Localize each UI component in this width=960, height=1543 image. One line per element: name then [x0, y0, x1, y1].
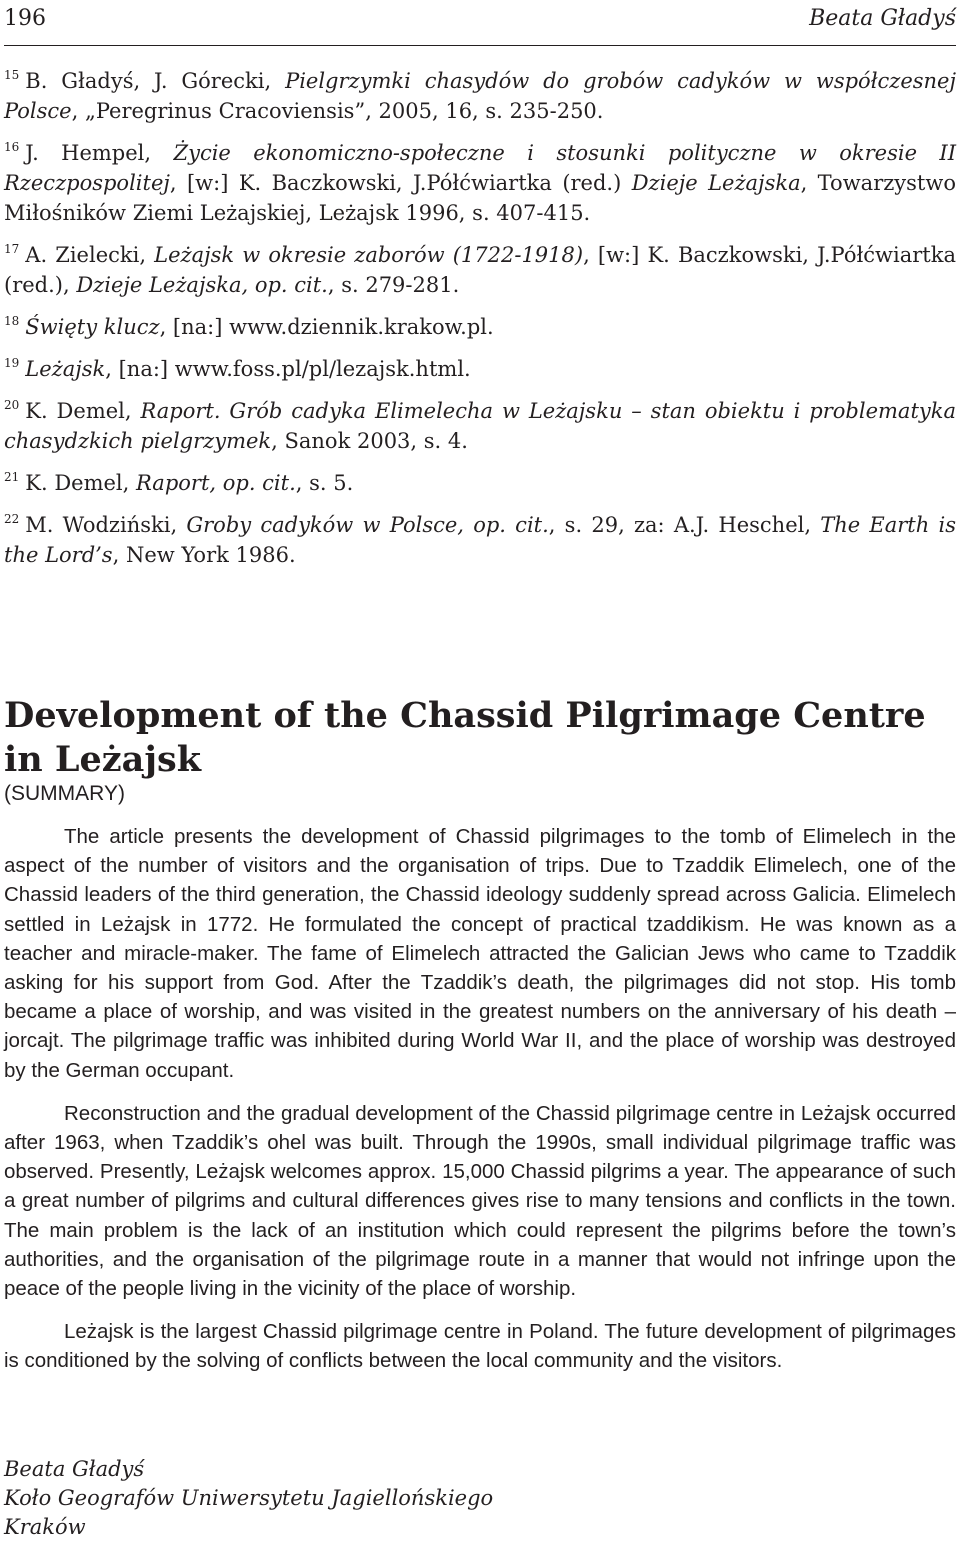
footnote-text: K. Demel, — [25, 399, 141, 423]
footnote-21 — [4, 468, 956, 498]
summary-paragraph: The article presents the development of Chassid pilgrimages to the tomb of Elimelech in the aspect of the number of visitors and the organisation of trips. Due to Tzaddik Elimelech, one of the Chassid leaders of the third generation, the Chassid ideology suddenly spread across Galicia. Elimelech settled in Leżajsk in 1772. He formulated the concept of practical tzaddikism. He was known as a teacher and miracle-maker. The fame of Elimelech attracted the Galician Jews who came to Tzaddik asking for his support from God. After the Tzaddik’s death, the pilgrimages did not stop. His tomb became a place of worship, and was visited in the greatest numbers on the anniversary of his death – jorcajt. The pilgrimage traffic was inhibited during World War II, and the place of worship was destroyed by the German occupant. — [4, 825, 956, 1082]
summary-paragraph: Leżajsk is the largest Chassid pilgrimage centre in Poland. The future development of pilgrimages is conditioned by the solving of conflicts between the local community and the visitors. — [4, 1320, 956, 1373]
summary-paragraph: Reconstruction and the gradual development of the Chassid pilgrimage centre in Leżajsk occurred after 1963, when Tzaddik’s ohel was built. Through the 1990s, small individual pilgrimage traffic was observed. Presently, Leżajsk welcomes approx. 15,000 Chassid pilgrims a year. The appearance of such a great number of pilgrims and cultural differences gives rise to many tensions and conflicts in the town. The main problem is the lack of an institution which could represent the pilgrims before the town’s authorities, and the organisation of the pilgrimage route in a manner that would not infringe upon the peace of the people living in the vicinity of the place of worship. — [4, 1101, 956, 1301]
header-rule — [4, 45, 956, 46]
footnote-text: , s. 279-281. — [327, 273, 460, 297]
footnote-text: M. Wodziński, — [25, 513, 187, 537]
footnote-text: Pielgrzymki chasydów do grobów cadyków w współczesnej Polsce — [4, 69, 956, 123]
footnote-20 — [4, 396, 956, 456]
footnote-text: , Sanok 2003, s. 4. — [271, 429, 468, 453]
footnote-text: Leżajsk w okresie zaborów (1722-1918) — [154, 243, 584, 267]
footnote-number: 18 — [4, 314, 20, 328]
footnote-number: 17 — [4, 242, 20, 256]
page-number: 196 — [4, 5, 46, 31]
footnote-16 — [4, 138, 956, 228]
footnote-text: , [na:] www.foss.pl/pl/lezajsk.html. — [105, 357, 471, 381]
footnote-text: Dzieje Leżajska — [631, 171, 801, 195]
summary-body — [4, 822, 956, 1390]
footnote-text: K. Demel, — [25, 471, 136, 495]
footnote-19 — [4, 354, 956, 384]
footnote-text: , [w:] K. Baczkowski, J.Półćwiartka (red.), — [4, 243, 956, 297]
running-author: Beata Gładyś — [809, 5, 956, 31]
signature-city: Kraków — [4, 1515, 86, 1539]
footnote-text: Groby cadyków w Polsce, op. cit. — [186, 513, 549, 537]
running-header — [4, 0, 956, 36]
footnote-text: , Towarzystwo Miłośników Ziemi Leżajskiej, Leżajsk 1996, s. 407-415. — [4, 171, 956, 225]
footnote-22 — [4, 510, 956, 570]
footnote-text: B. Gładyś, J. Górecki, — [25, 69, 286, 93]
footnote-text: Leżajsk — [25, 357, 106, 381]
footnotes — [4, 66, 956, 582]
footnote-number: 21 — [4, 470, 20, 484]
footnote-15 — [4, 66, 956, 126]
footnote-text: Życie ekonomiczno-społeczne i stosunki polityczne w okresie II Rzeczpospolitej — [4, 141, 956, 195]
footnote-17 — [4, 240, 956, 300]
footnote-text: Dzieje Leżajska, op. cit. — [76, 273, 328, 297]
footnote-text: , [na:] www.dziennik.krakow.pl. — [159, 315, 494, 339]
signature-name: Beata Gładyś — [4, 1457, 145, 1481]
footnote-number: 22 — [4, 512, 20, 526]
footnote-text: Raport, op. cit. — [136, 471, 296, 495]
footnote-text: , New York 1986. — [112, 543, 296, 567]
footnote-number: 15 — [4, 68, 20, 82]
footnote-text: Święty klucz — [25, 315, 160, 339]
footnote-text: , s. 29, za: A.J. Heschel, — [548, 513, 821, 537]
summary-title: Development of the Chassid Pilgrimage Centre in Leżajsk — [4, 695, 926, 780]
signature-affiliation: Koło Geografów Uniwersytetu Jagiellońskiego — [4, 1486, 494, 1510]
footnote-number: 20 — [4, 398, 20, 412]
footnote-text: Raport. Grób cadyka Elimelecha w Leżajsku – stan obiektu i problematyka chasydzkich pielgrzymek — [4, 399, 956, 453]
footnote-text: The Earth is the Lord’s — [4, 513, 956, 567]
footnote-text: , „Peregrinus Cracoviensis”, 2005, 16, s. 235-250. — [71, 99, 604, 123]
summary-subtitle: (SUMMARY) — [4, 782, 125, 805]
footnote-text: , s. 5. — [295, 471, 354, 495]
footnote-text: J. Hempel, — [25, 141, 174, 165]
footnote-text: A. Zielecki, — [25, 243, 155, 267]
footnote-text: , [w:] K. Baczkowski, J.Półćwiartka (red.) — [169, 171, 632, 195]
footnote-number: 19 — [4, 356, 20, 370]
footnote-number: 16 — [4, 140, 20, 154]
author-signature — [4, 1455, 493, 1542]
footnote-18 — [4, 312, 956, 342]
